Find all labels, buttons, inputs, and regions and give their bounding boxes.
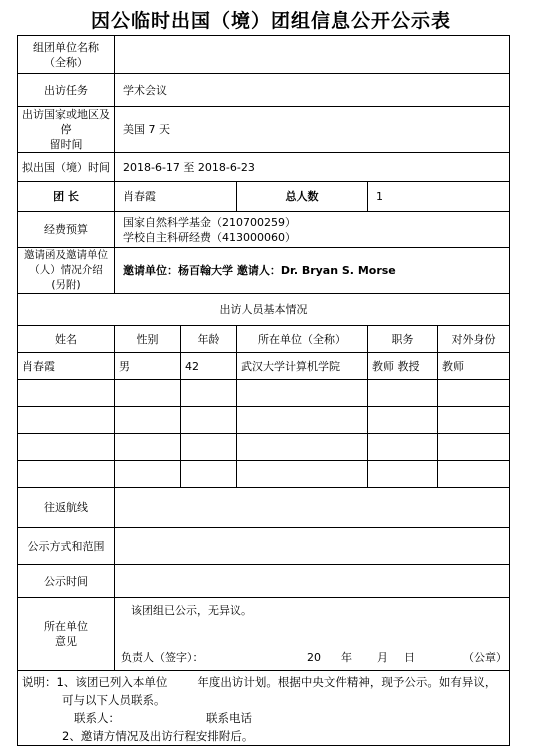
notes-line-4: 2、邀请方情况及出访行程安排附后。: [62, 729, 254, 743]
date-value: 2018-6-17 至 2018-6-23: [115, 153, 510, 182]
mission-label: 出访任务: [18, 74, 115, 107]
row-opinion: [18, 598, 510, 671]
members-section-title: 出访人员基本情况: [18, 294, 510, 326]
year-unit: 年: [341, 650, 352, 664]
members-header-row: [18, 326, 510, 353]
row-invite: [18, 248, 510, 294]
total-value: 1: [368, 182, 510, 212]
member-gender: [115, 461, 181, 488]
member-name: [18, 434, 115, 461]
unit-name-value: [115, 36, 510, 74]
day-unit: 日: [404, 650, 415, 664]
row-members-title: [18, 294, 510, 326]
year-value: 20: [307, 650, 321, 664]
date-label: 拟出国（境）时间: [18, 153, 115, 182]
member-unit: [237, 407, 368, 434]
table-row: [18, 461, 510, 488]
form-title: 因公临时出国（境）团组信息公开公示表: [90, 10, 451, 32]
member-age: [181, 461, 237, 488]
member-gender: [115, 380, 181, 407]
row-budget: [18, 212, 510, 248]
country-value: 美国 7 天: [115, 107, 510, 153]
leader-value: 肖春霞: [115, 182, 237, 212]
member-name: [18, 461, 115, 488]
member-position: [368, 407, 438, 434]
publicity-method-label: 公示方式和范围: [18, 528, 115, 565]
publicity-form-table: [17, 35, 510, 746]
row-date: [18, 153, 510, 182]
member-identity: [438, 380, 510, 407]
member-position: 教师 教授: [368, 353, 438, 380]
table-row: [18, 353, 510, 380]
member-gender: [115, 407, 181, 434]
member-name: [18, 407, 115, 434]
budget-value: 国家自然科学基金（210700259） 学校自主科研经费（413000060）: [115, 212, 510, 248]
member-unit: [237, 461, 368, 488]
phone-label: 联系电话: [206, 711, 252, 725]
notes-line-1: 说明：1、该团已列入本单位 年度出访计划。根据中央文件精神，现予公示。如有异议，: [22, 675, 497, 689]
header-name: 姓名: [18, 326, 115, 353]
member-identity: [438, 434, 510, 461]
member-position: [368, 461, 438, 488]
month-unit: 月: [377, 650, 388, 664]
budget-label: 经费预算: [18, 212, 115, 248]
member-unit: [237, 380, 368, 407]
member-name: [18, 380, 115, 407]
row-mission: [18, 74, 510, 107]
header-age: 年龄: [181, 326, 237, 353]
member-unit: 武汉大学计算机学院: [237, 353, 368, 380]
member-age: 42: [181, 353, 237, 380]
contact-label: 联系人：: [74, 711, 120, 725]
mission-value: 学术会议: [115, 74, 510, 107]
country-label: 出访国家或地区及停 留时间: [18, 107, 115, 153]
row-leader: [18, 182, 510, 212]
row-publicity-time: [18, 565, 510, 598]
publicity-time-value: [115, 565, 510, 598]
member-identity: [438, 407, 510, 434]
member-identity: [438, 461, 510, 488]
header-gender: 性别: [115, 326, 181, 353]
member-position: [368, 434, 438, 461]
row-notes: [18, 671, 510, 746]
notes-line-3: [22, 709, 505, 727]
member-gender: [115, 434, 181, 461]
publicity-time-label: 公示时间: [18, 565, 115, 598]
route-value: [115, 488, 510, 528]
member-position: [368, 380, 438, 407]
row-country: [18, 107, 510, 153]
seal-label: （公章）: [463, 650, 507, 664]
total-label: 总人数: [237, 182, 368, 212]
table-row: [18, 407, 510, 434]
notes-line-2: 可与以下人员联系。: [62, 693, 166, 707]
opinion-text: 该团组已公示，无异议。: [131, 603, 252, 617]
header-position: 职务: [368, 326, 438, 353]
table-row: [18, 380, 510, 407]
leader-label: 团 长: [18, 182, 115, 212]
route-label: 往返航线: [18, 488, 115, 528]
member-age: [181, 434, 237, 461]
member-identity: 教师: [438, 353, 510, 380]
row-unit-name: [18, 36, 510, 74]
publicity-method-value: [115, 528, 510, 565]
row-publicity-method: [18, 528, 510, 565]
header-identity: 对外身份: [438, 326, 510, 353]
signer-label: 负责人（签字）：: [121, 650, 204, 664]
invite-value: 邀请单位：杨百翰大学 邀请人：Dr. Bryan S. Morse: [115, 248, 510, 294]
row-route: [18, 488, 510, 528]
notes-block: [18, 671, 510, 746]
opinion-value: [115, 598, 510, 671]
member-name: 肖春霞: [18, 353, 115, 380]
member-age: [181, 407, 237, 434]
invite-label: 邀请函及邀请单位 （人）情况介绍(另附): [18, 248, 115, 294]
member-age: [181, 380, 237, 407]
unit-name-label: 组团单位名称 （全称）: [18, 36, 115, 74]
table-row: [18, 434, 510, 461]
opinion-label: 所在单位 意见: [18, 598, 115, 671]
member-gender: 男: [115, 353, 181, 380]
header-unit: 所在单位（全称）: [237, 326, 368, 353]
member-unit: [237, 434, 368, 461]
